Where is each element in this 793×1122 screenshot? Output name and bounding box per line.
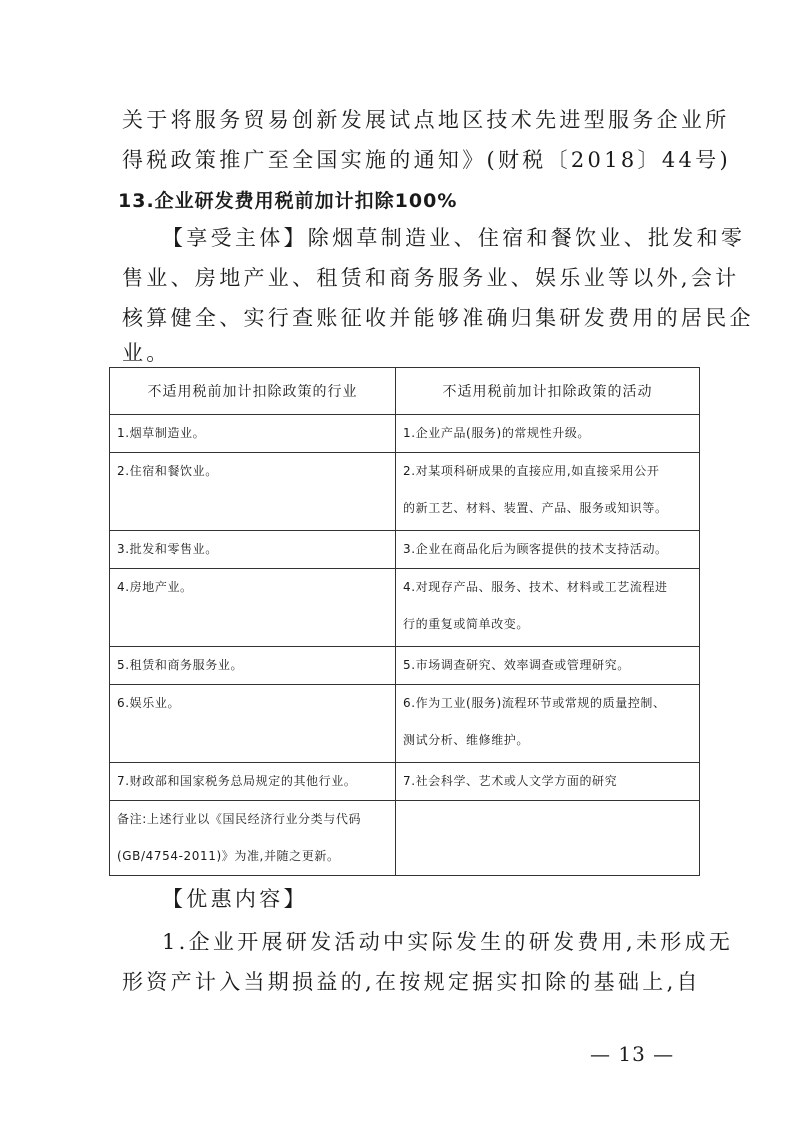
industry-cell [110, 685, 396, 763]
industry-cell [110, 569, 396, 647]
table-row [110, 647, 700, 685]
page-number: — 13 — [590, 1042, 675, 1066]
table-row [110, 685, 700, 763]
industry-cell [110, 647, 396, 685]
section-heading: 13.企业研发费用税前加计扣除100% [118, 190, 458, 212]
cell-text: 5.租赁和商务服务业。 [117, 658, 244, 672]
industry-cell [110, 415, 396, 453]
table-row-note [110, 801, 700, 876]
activity-cell [396, 415, 700, 453]
activity-cell [396, 647, 700, 685]
table-row [110, 763, 700, 801]
cell-text: 行的重复或简单改变。 [403, 617, 530, 631]
activity-cell [396, 763, 700, 801]
exclusion-table [109, 367, 700, 876]
cell-text: 的新工艺、材料、装置、产品、服务或知识等。 [403, 501, 668, 515]
cell-text: 4.对现存产品、服务、技术、材料或工艺流程进 [403, 580, 668, 594]
industry-cell [110, 453, 396, 531]
cell-text: 1.烟草制造业。 [117, 426, 206, 440]
industry-cell [110, 763, 396, 801]
intro-text-line-2: 得税政策推广至全国实施的通知》(财税〔2018〕44号) [122, 148, 731, 172]
table-row [110, 453, 700, 531]
activity-cell [396, 685, 700, 763]
cell-text: 2.对某项科研成果的直接应用,如直接采用公开 [403, 464, 660, 478]
cell-text: 6.娱乐业。 [117, 696, 181, 710]
cell-text: 6.作为工业(服务)流程环节或常规的质量控制、 [403, 696, 666, 710]
benefits-label: 【优惠内容】 [162, 887, 308, 911]
eligibility-line-1: 【享受主体】除烟草制造业、住宿和餐饮业、批发和零 [162, 226, 746, 250]
benefits-line-1: 1.企业开展研发活动中实际发生的研发费用,未形成无 [162, 930, 734, 954]
cell-text: 3.批发和零售业。 [117, 542, 218, 556]
cell-text: 3.企业在商品化后为顾客提供的技术支持活动。 [403, 542, 668, 556]
cell-text: 7.社会科学、艺术或人文学方面的研究 [403, 774, 618, 788]
industry-cell [110, 531, 396, 569]
cell-text: 4.房地产业。 [117, 580, 193, 594]
table-header-row [110, 368, 700, 415]
table-row [110, 415, 700, 453]
cell-text: 7.财政部和国家税务总局规定的其他行业。 [117, 774, 357, 788]
header-activities: 不适用税前加计扣除政策的活动 [396, 368, 700, 415]
activity-cell [396, 531, 700, 569]
activity-cell [396, 453, 700, 531]
table-row [110, 569, 700, 647]
eligibility-line-2: 售业、房地产业、租赁和商务服务业、娱乐业等以外,会计 [122, 266, 740, 290]
eligibility-line-3: 核算健全、实行查账征收并能够准确归集研发费用的居民企 [122, 306, 754, 330]
intro-text-line-1: 关于将服务贸易创新发展试点地区技术先进型服务企业所 [122, 108, 730, 132]
empty-cell [396, 801, 700, 876]
cell-text: 1.企业产品(服务)的常规性升级。 [403, 426, 591, 440]
cell-text: 测试分析、维修维护。 [403, 733, 530, 747]
cell-text: 5.市场调查研究、效率调查或管理研究。 [403, 658, 630, 672]
cell-text: 2.住宿和餐饮业。 [117, 464, 218, 478]
note-cell [110, 801, 396, 876]
header-industries: 不适用税前加计扣除政策的行业 [110, 368, 396, 415]
note-text: 备注:上述行业以《国民经济行业分类与代码 [117, 812, 362, 826]
benefits-line-2: 形资产计入当期损益的,在按规定据实扣除的基础上,自 [122, 970, 701, 994]
table-row [110, 531, 700, 569]
note-text: (GB/4754-2011)》为准,并随之更新。 [117, 849, 340, 863]
activity-cell [396, 569, 700, 647]
eligibility-line-4: 业。 [122, 341, 171, 365]
